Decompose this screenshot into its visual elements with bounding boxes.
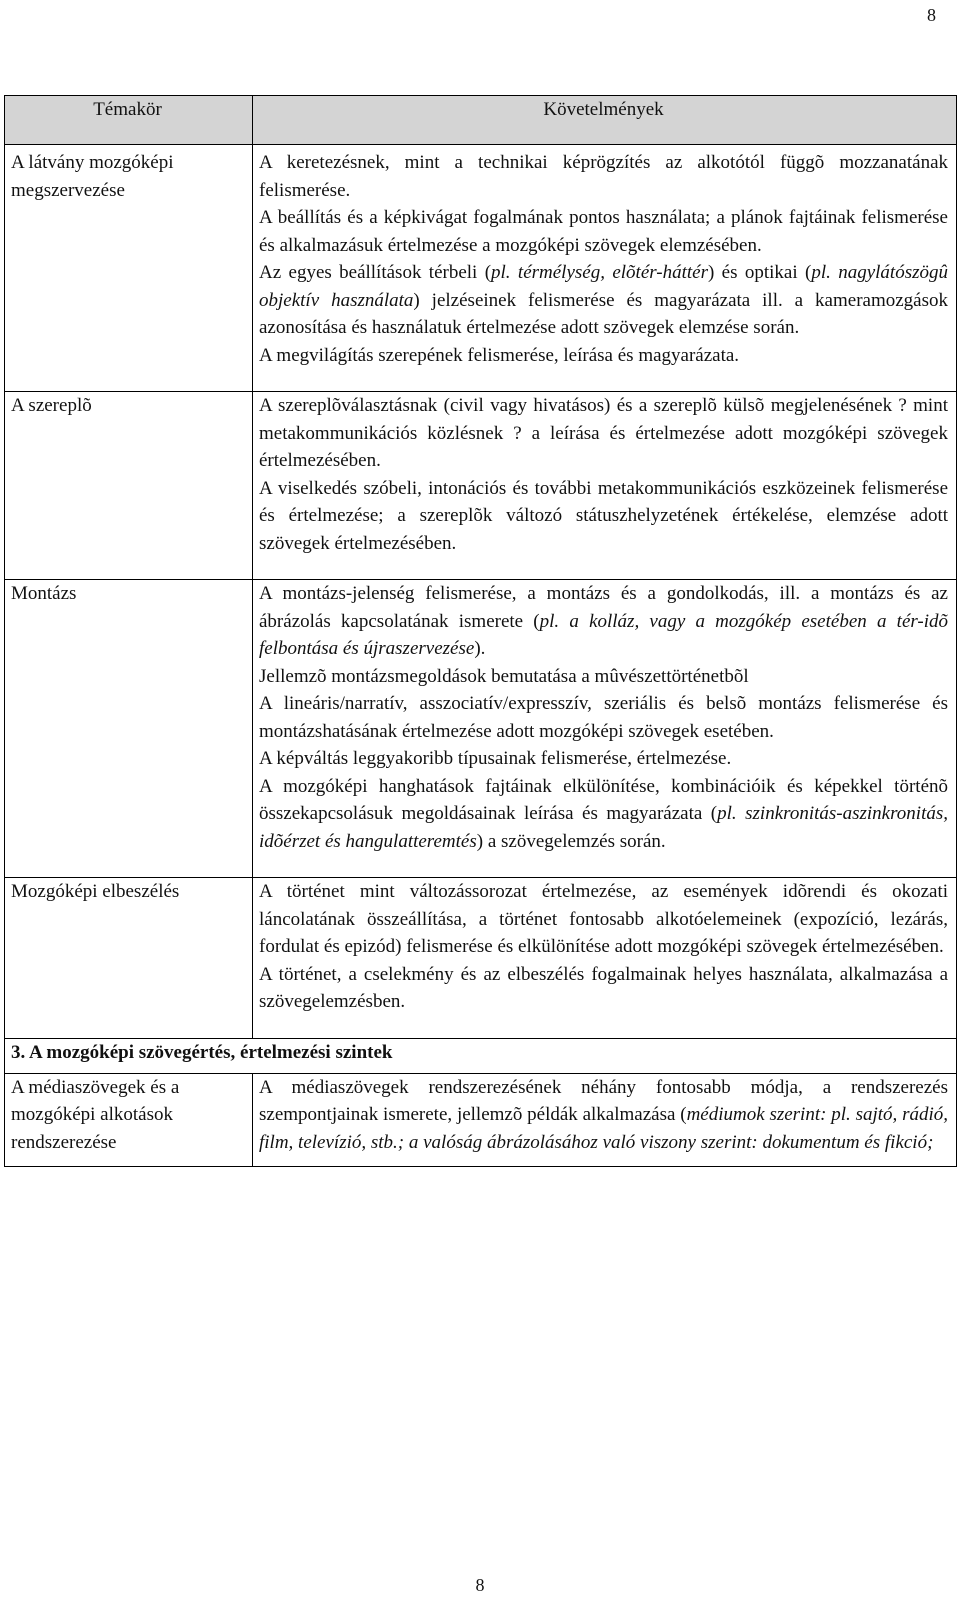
paragraph: A történet mint változássorozat értelmezése, az események idõrendi és okozati láncolatának összeállítása, a történet fontosabb alkotóelemeinek (expozíció, lezárás, fordulat és epizód) felismerése és elkülönítése adott mozgóképi szövegek értelmezésében.: [259, 881, 948, 957]
table-row: [5, 145, 957, 392]
table-row: [5, 1073, 957, 1167]
paragraph: A mozgóképi hanghatások fajtáinak elkülönítése, kombinációik és képekkel történõ összekapcsolásuk megoldásainak leírása és magyarázata (pl. szinkronitás-aszinkronitás, idõérzet és hangulatteremtés) a szövegelemzés során.: [259, 775, 948, 852]
topic-cell: A médiaszövegek és a mozgóképi alkotások rendszerezése: [5, 1073, 253, 1167]
header-topic: Témakör: [5, 96, 253, 145]
paragraph: Az egyes beállítások térbeli (pl. térmélység, elõtér-háttér) és optikai (pl. nagylátószögû objektív használata) jelzéseinek felismerése és magyarázata ill. a kameramozgások azonosítása és használatuk értelmezése adott szövegek elemzése során.: [259, 262, 948, 338]
paragraph: A szereplõválasztásnak (civil vagy hivatásos) és a szereplõ külsõ megjelenésének ? mint metakommunikációs közlésnek ? a leírása és értelmezése adott mozgóképi szövegek értelmezésében.: [259, 395, 948, 471]
paragraph: A beállítás és a képkivágat fogalmának pontos használata; a plánok fajtáinak felismerése és alkalmazásuk értelmezése a mozgóképi szövegek elemzésében.: [259, 207, 948, 256]
paragraph: A megvilágítás szerepének felismerése, leírása és magyarázata.: [259, 344, 740, 366]
topic-cell: A szereplõ: [5, 392, 253, 580]
paragraph: A képváltás leggyakoribb típusainak felismerése, értelmezése.: [259, 748, 732, 769]
topic-cell: Montázs: [5, 580, 253, 878]
requirements-table: [4, 95, 957, 1167]
table-row: [5, 878, 957, 1039]
paragraph: A médiaszövegek rendszerezésének néhány fontosabb módja, a rendszerezés szempontjainak ismerete, jellemzõ példák alkalmazása (médiumok szerint: pl. sajtó, rádió, film, televízió, stb.; a valóság ábrázolásához való viszony szerint: dokumentum és fikció;: [259, 1076, 948, 1153]
table-row: [5, 392, 957, 580]
requirements-cell: [253, 145, 957, 392]
table-row: [5, 580, 957, 878]
header-requirements: Követelmények: [253, 96, 957, 145]
paragraph: A viselkedés szóbeli, intonációs és további metakommunikációs eszközeinek felismerése és értelmezése; a szereplõk változó státuszhelyzetének értékelése, elemzése adott szövegek értelmezésében.: [259, 477, 948, 554]
requirements-cell: [253, 1073, 957, 1167]
page-number-bottom: 8: [475, 1575, 485, 1595]
section-title: 3. A mozgóképi szövegértés, értelmezési szintek: [5, 1038, 957, 1073]
table-header-row: [5, 96, 957, 145]
page-number-top: 8: [927, 5, 936, 25]
paragraph: A történet, a cselekmény és az elbeszélés fogalmainak helyes használata, alkalmazása a szövegelemzésben.: [259, 963, 948, 1012]
topic-cell: Mozgóképi elbeszélés: [5, 878, 253, 1039]
topic-cell: A látvány mozgóképi megszervezése: [5, 145, 253, 392]
requirements-cell: [253, 878, 957, 1039]
requirements-cell: [253, 392, 957, 580]
requirements-cell: [253, 580, 957, 878]
paragraph: A keretezésnek, mint a technikai képrögzítés az alkotótól függõ mozzanatának felismerése.: [259, 152, 948, 201]
paragraph: A montázs-jelenség felismerése, a montázs és a gondolkodás, ill. a montázs és az ábrázolás kapcsolatának ismerete (pl. a kolláz, vagy a mozgókép esetében a tér-idõ felbontása és újraszervezése).: [259, 583, 948, 659]
paragraph: A lineáris/narratív, asszociatív/expresszív, szeriális és belsõ montázs felismerése és montázshatásának értelmezése adott mozgóképi szövegek esetében.: [259, 693, 948, 742]
paragraph: Jellemzõ montázsmegoldások bemutatása a mûvészettörténetbõl: [259, 665, 749, 687]
section-title-row: [5, 1038, 957, 1073]
